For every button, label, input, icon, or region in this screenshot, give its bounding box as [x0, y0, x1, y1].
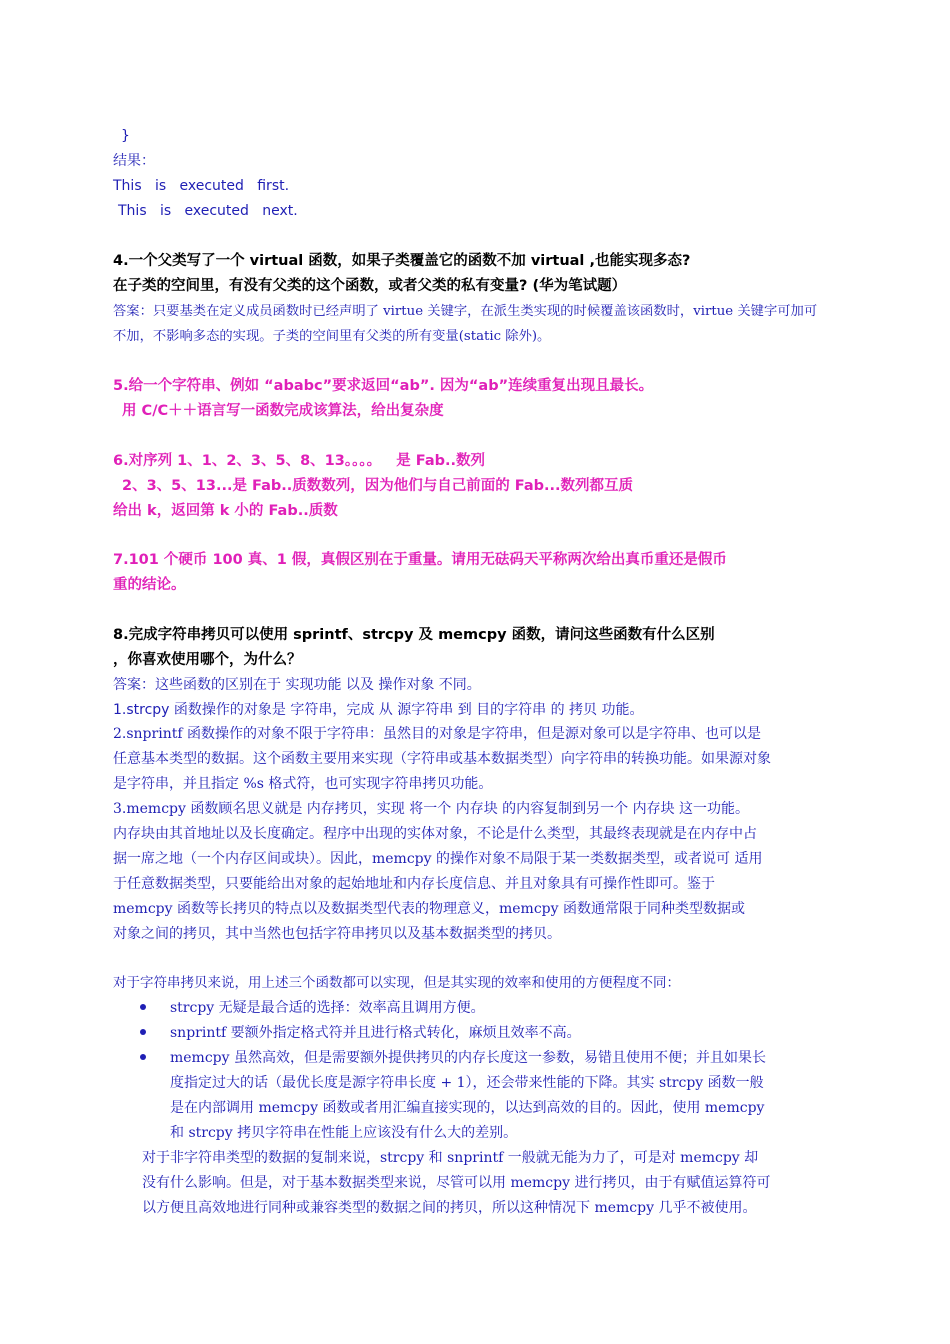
bullet-item-memcpy: memcpy 虽然高效，但是需要额外提供拷贝的内存长度这一参数，易错且使用不便；并且如果长 [170, 1050, 766, 1066]
answer-point-2-line-3: 是字符串，并且指定 %s 格式符，也可实现字符串拷贝功能。 [113, 776, 493, 792]
question-6-line-2: 2、3、5、13...是 Fab..质数数列，因为他们与自己前面的 Fab...数列都互质 [122, 478, 634, 494]
answer-point-2-line-1: 2.snprintf 函数操作的对象不限于字符串：虽然目的对象是字符串，但是源对象可以是字符串、也可以是 [113, 726, 761, 742]
answer-point-1: 1.strcpy 函数操作的对象是 字符串，完成 从 源字符串 到 目的字符串 的 拷贝 功能。 [113, 702, 644, 718]
answer-point-3-line-5: memcpy 函数等长拷贝的特点以及数据类型代表的物理意义，memcpy 函数通常限于同种类型数据或 [113, 901, 745, 917]
question-6-line-3: 给出 k，返回第 k 小的 Fab..质数 [113, 503, 338, 519]
answer-point-3-line-2: 内存块由其首地址以及长度确定。程序中出现的实体对象，不论是什么类型，其最终表现就是在内存中占 [113, 826, 757, 842]
result-label: 结果： [113, 153, 155, 169]
question-4-answer-line-2: 不加，不影响多态的实现。子类的空间里有父类的所有变量(static 除外)。 [113, 329, 551, 344]
question-5-line-2: 用 C/C＋＋语言写一函数完成该算法，给出复杂度 [122, 403, 444, 419]
answer-point-3-line-4: 于任意数据类型，只要能给出对象的起始地址和内存长度信息、并且对象具有可操作性即可。鉴于 [113, 876, 715, 892]
question-4-answer-line-1: 答案：只要基类在定义成员函数时已经声明了 virtue 关键字，在派生类实现的时候覆盖该函数时，virtue 关键字可加可 [113, 304, 818, 319]
bullet-item-snprintf: snprintf 要额外指定格式符并且进行格式转化，麻烦且效率不高。 [170, 1025, 581, 1041]
code-closing-brace: } [121, 128, 130, 144]
question-4-line-2: 在子类的空间里，有没有父类的这个函数，或者父类的私有变量? (华为笔试题） [113, 278, 627, 294]
bullet-dot-icon [140, 1004, 146, 1010]
answer-point-3-line-1: 3.memcpy 函数顾名思义就是 内存拷贝，实现 将一个 内存块 的内容复制到另一个 内存块 这一功能。 [113, 801, 750, 817]
answer-point-3-line-6: 对象之间的拷贝，其中当然也包括字符串拷贝以及基本数据类型的拷贝。 [113, 926, 561, 942]
bullet-dot-icon [140, 1054, 146, 1060]
question-5-line-1: 5.给一个字符串、例如 “ababc”要求返回“ab”. 因为“ab”连续重复出现且最长。 [113, 378, 654, 394]
final-paragraph-line-3: 以方便且高效地进行同种或兼容类型的数据之间的拷贝，所以这种情况下 memcpy 几乎不被使用。 [142, 1200, 757, 1216]
bullet-item-strcpy: strcpy 无疑是最合适的选择：效率高且调用方便。 [170, 1000, 485, 1016]
question-8-line-2: ，你喜欢使用哪个，为什么？ [113, 652, 302, 668]
bullet-item-memcpy-cont-2: 是在内部调用 memcpy 函数或者用汇编直接实现的，以达到高效的目的。因此，使用 memcpy [170, 1100, 765, 1116]
question-8-line-1: 8.完成字符串拷贝可以使用 sprintf、strcpy 及 memcpy 函数，请问这些函数有什么区别 [113, 627, 715, 643]
bullet-item-memcpy-cont-1: 度指定过大的话（最优长度是源字符串长度 + 1），还会带来性能的下降。其实 strcpy 函数一般 [170, 1075, 764, 1091]
answer-point-3-line-3: 据一席之地（一个内存区间或块）。因此，memcpy 的操作对象不局限于某一类数据类型，或者说可 适用 [113, 851, 763, 867]
question-8-answer-intro: 答案：这些函数的区别在于 实现功能 以及 操作对象 不同。 [113, 677, 481, 693]
final-paragraph-line-2: 没有什么影响。但是，对于基本数据类型来说，尽管可以用 memcpy 进行拷贝，由于有赋值运算符可 [142, 1175, 771, 1191]
output-line-2: This is executed next. [118, 203, 298, 219]
output-line-1: This is executed first. [113, 178, 290, 194]
bullet-dot-icon [140, 1029, 146, 1035]
comparison-intro: 对于字符串拷贝来说，用上述三个函数都可以实现，但是其实现的效率和使用的方便程度不同： [113, 975, 680, 991]
bullet-item-memcpy-cont-3: 和 strcpy 拷贝字符串在性能上应该没有什么大的差别。 [170, 1125, 518, 1141]
question-7-line-1: 7.101 个硬币 100 真、1 假，真假区别在于重量。请用无砝码天平称两次给出真币重还是假币 [113, 552, 727, 568]
question-6-line-1: 6.对序列 1、1、2、3、5、8、13。。。。 是 Fab..数列 [113, 453, 486, 469]
final-paragraph-line-1: 对于非字符串类型的数据的复制来说，strcpy 和 snprintf 一般就无能为力了，可是对 memcpy 却 [142, 1150, 759, 1166]
answer-point-2-line-2: 任意基本类型的数据。这个函数主要用来实现（字符串或基本数据类型）向字符串的转换功能。如果源对象 [113, 751, 771, 767]
question-4-line-1: 4.一个父类写了一个 virtual 函数，如果子类覆盖它的函数不加 virtual ,也能实现多态? [113, 253, 691, 269]
question-7-line-2: 重的结论。 [113, 577, 186, 593]
